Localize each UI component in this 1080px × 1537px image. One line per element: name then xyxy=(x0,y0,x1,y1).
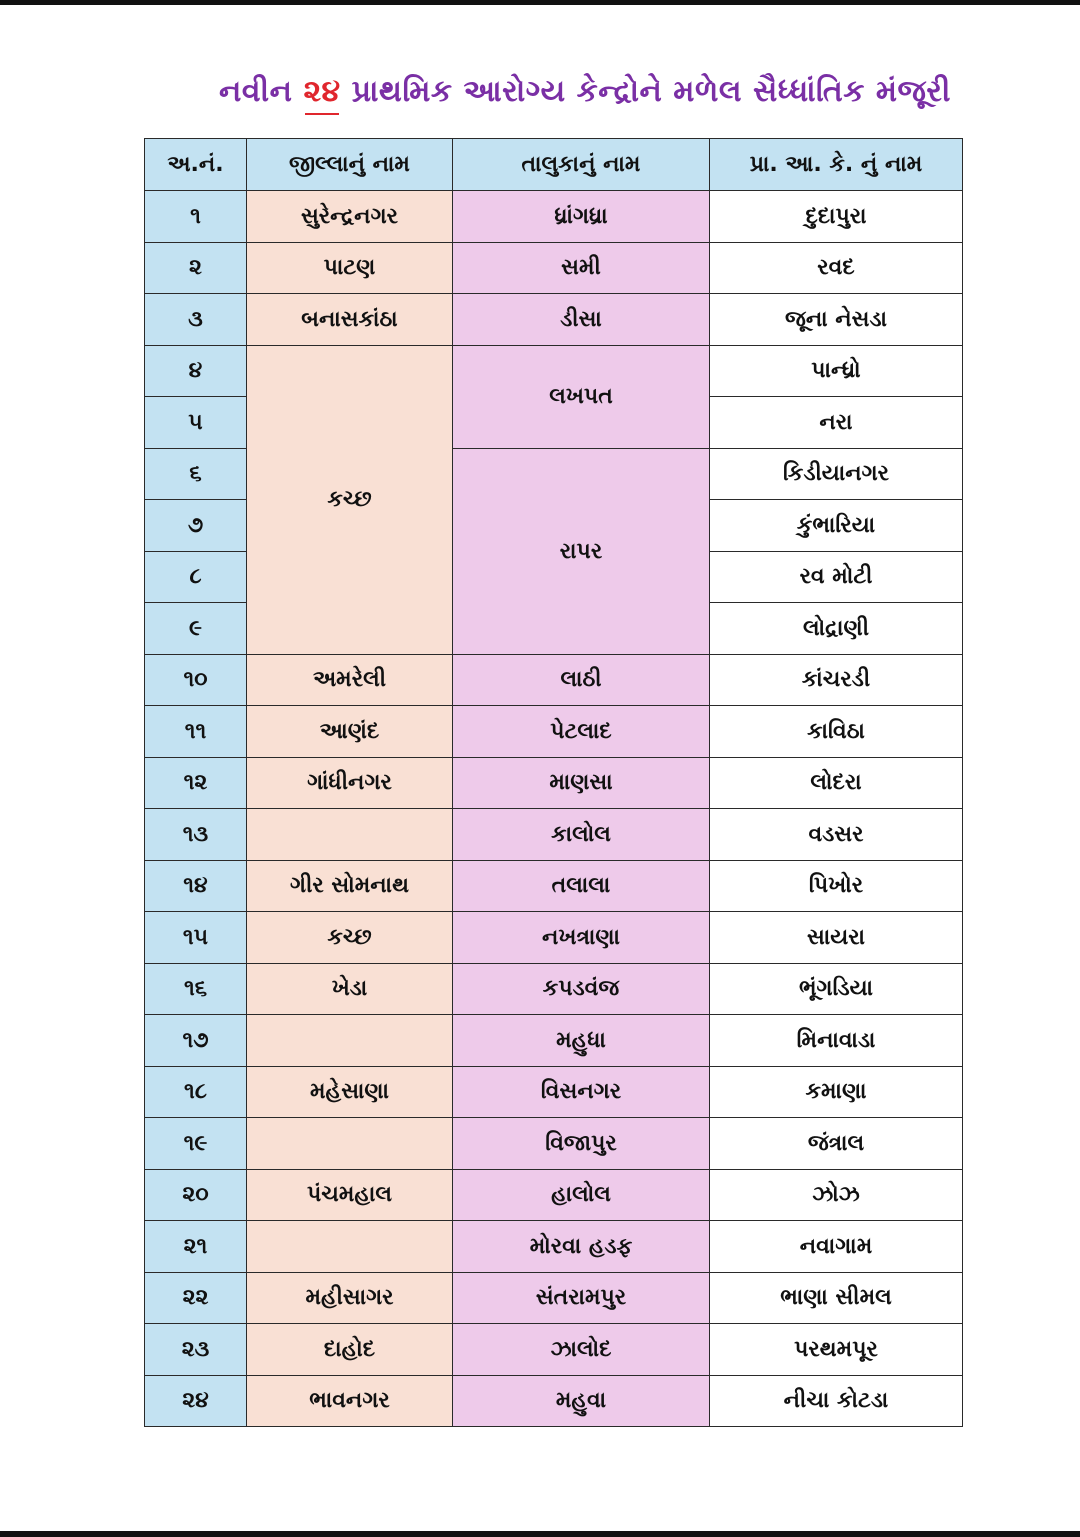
table-row xyxy=(145,912,963,964)
table-row xyxy=(145,1015,963,1067)
serial-cell: ૨૩ xyxy=(145,1324,247,1376)
phc-cell: નવાગામ xyxy=(710,1221,963,1273)
phc-cell: કમાણા xyxy=(710,1066,963,1118)
taluka-cell: રાપર xyxy=(453,448,710,654)
district-cell: અમરેલી xyxy=(247,654,453,706)
serial-cell: ૨૨ xyxy=(145,1272,247,1324)
table-row xyxy=(145,757,963,809)
phc-cell: જંત્રાલ xyxy=(710,1118,963,1170)
serial-cell: ૨૧ xyxy=(145,1221,247,1273)
taluka-cell: હાલોલ xyxy=(453,1169,710,1221)
phc-cell: કાંચરડી xyxy=(710,654,963,706)
serial-cell: ૨૪ xyxy=(145,1375,247,1427)
phc-cell: નરા xyxy=(710,397,963,449)
taluka-cell: ડીસા xyxy=(453,294,710,346)
district-cell: ગીર સોમનાથ xyxy=(247,860,453,912)
phc-cell: લોદ્રાણી xyxy=(710,603,963,655)
serial-cell: ૮ xyxy=(145,551,247,603)
phc-cell: કિડીયાનગર xyxy=(710,448,963,500)
phc-cell: ભૂંગડિયા xyxy=(710,963,963,1015)
taluka-cell: પેટલાદ xyxy=(453,706,710,758)
district-cell: મહેસાણા xyxy=(247,1066,453,1118)
header-district: જીલ્લાનું નામ xyxy=(247,139,453,191)
phc-cell: નીચા કોટડા xyxy=(710,1375,963,1427)
taluka-cell: લાઠી xyxy=(453,654,710,706)
top-border xyxy=(0,0,1080,5)
serial-cell: ૧૦ xyxy=(145,654,247,706)
taluka-cell: માણસા xyxy=(453,757,710,809)
serial-cell: ૧૭ xyxy=(145,1015,247,1067)
table-row xyxy=(145,1221,963,1273)
header-serial: અ.નં. xyxy=(145,139,247,191)
serial-cell: ૩ xyxy=(145,294,247,346)
title-prefix: નવીન xyxy=(219,74,293,109)
table-row xyxy=(145,1375,963,1427)
phc-cell: ઝોઝ xyxy=(710,1169,963,1221)
table-row xyxy=(145,654,963,706)
district-cell: પાટણ xyxy=(247,242,453,294)
phc-cell: પિખોર xyxy=(710,860,963,912)
serial-cell: ૧૪ xyxy=(145,860,247,912)
serial-cell: ૧૯ xyxy=(145,1118,247,1170)
phc-table xyxy=(144,138,963,1427)
serial-cell: ૧૬ xyxy=(145,963,247,1015)
phc-cell: ભાણા સીમલ xyxy=(710,1272,963,1324)
district-cell: દાહોદ xyxy=(247,1324,453,1376)
phc-cell: કાવિઠા xyxy=(710,706,963,758)
serial-cell: ૯ xyxy=(145,603,247,655)
taluka-cell: ધ્રાંગધ્રા xyxy=(453,191,710,243)
phc-cell: મિનાવાડા xyxy=(710,1015,963,1067)
district-cell: ખેડા xyxy=(247,963,453,1015)
serial-cell: ૧૨ xyxy=(145,757,247,809)
table-row xyxy=(145,294,963,346)
district-cell: ગાંધીનગર xyxy=(247,757,453,809)
district-cell: આણંદ xyxy=(247,706,453,758)
header-taluka: તાલુકાનું નામ xyxy=(453,139,710,191)
phc-cell: રવદ xyxy=(710,242,963,294)
phc-cell: વડસર xyxy=(710,809,963,861)
district-cell: સુરેન્દ્રનગર xyxy=(247,191,453,243)
taluka-cell: કાલોલ xyxy=(453,809,710,861)
phc-cell: પરથમપૂર xyxy=(710,1324,963,1376)
taluka-cell: ઝાલોદ xyxy=(453,1324,710,1376)
table-row xyxy=(145,1324,963,1376)
title-suffix: પ્રાથમિક આરોગ્ય કેન્દ્રોને મળેલ સૈધ્ધાંતિક મંજૂરી xyxy=(351,74,951,109)
serial-cell: ૫ xyxy=(145,397,247,449)
phc-cell: કુંભારિયા xyxy=(710,500,963,552)
district-cell: કચ્છ xyxy=(247,345,453,654)
taluka-cell: સંતરામપુર xyxy=(453,1272,710,1324)
serial-cell: ૪ xyxy=(145,345,247,397)
table-row xyxy=(145,1272,963,1324)
table-row xyxy=(145,706,963,758)
serial-cell: ૧૮ xyxy=(145,1066,247,1118)
district-cell: ભાવનગર xyxy=(247,1375,453,1427)
taluka-cell: વિજાપુર xyxy=(453,1118,710,1170)
table-row xyxy=(145,809,963,861)
phc-cell: જૂના નેસડા xyxy=(710,294,963,346)
phc-cell: પાન્ધ્રો xyxy=(710,345,963,397)
serial-cell: ૧૫ xyxy=(145,912,247,964)
table-row xyxy=(145,1066,963,1118)
district-cell xyxy=(247,1221,453,1273)
phc-cell: સાયરા xyxy=(710,912,963,964)
table-row xyxy=(145,1169,963,1221)
taluka-cell: તલાલા xyxy=(453,860,710,912)
taluka-cell: સમી xyxy=(453,242,710,294)
taluka-cell: મહુવા xyxy=(453,1375,710,1427)
district-cell: કચ્છ xyxy=(247,912,453,964)
serial-cell: ૧૧ xyxy=(145,706,247,758)
taluka-cell: નખત્રાણા xyxy=(453,912,710,964)
serial-cell: ૨ xyxy=(145,242,247,294)
header-row xyxy=(145,139,963,191)
district-cell: બનાસકાંઠા xyxy=(247,294,453,346)
bottom-border xyxy=(0,1531,1080,1537)
taluka-cell: મોરવા હડફ xyxy=(453,1221,710,1273)
table-row xyxy=(145,345,963,397)
taluka-cell: મહુધા xyxy=(453,1015,710,1067)
district-cell: મહીસાગર xyxy=(247,1272,453,1324)
phc-cell: રવ મોટી xyxy=(710,551,963,603)
phc-cell: દુદાપુરા xyxy=(710,191,963,243)
serial-cell: ૧૩ xyxy=(145,809,247,861)
table-row xyxy=(145,963,963,1015)
serial-cell: ૧ xyxy=(145,191,247,243)
header-phc: પ્રા. આ. કે. નું નામ xyxy=(710,139,963,191)
serial-cell: ૨૦ xyxy=(145,1169,247,1221)
table-row xyxy=(145,242,963,294)
table-row xyxy=(145,1118,963,1170)
district-cell xyxy=(247,1118,453,1170)
district-cell xyxy=(247,809,453,861)
district-cell xyxy=(247,1015,453,1067)
title-number: ૨૪ xyxy=(303,74,341,109)
page-title xyxy=(0,74,1080,109)
district-cell: પંચમહાલ xyxy=(247,1169,453,1221)
taluka-cell: વિસનગર xyxy=(453,1066,710,1118)
table-row xyxy=(145,191,963,243)
taluka-cell: લખપત xyxy=(453,345,710,448)
phc-cell: લોદરા xyxy=(710,757,963,809)
taluka-cell: કપડવંજ xyxy=(453,963,710,1015)
serial-cell: ૭ xyxy=(145,500,247,552)
serial-cell: ૬ xyxy=(145,448,247,500)
table-row xyxy=(145,860,963,912)
